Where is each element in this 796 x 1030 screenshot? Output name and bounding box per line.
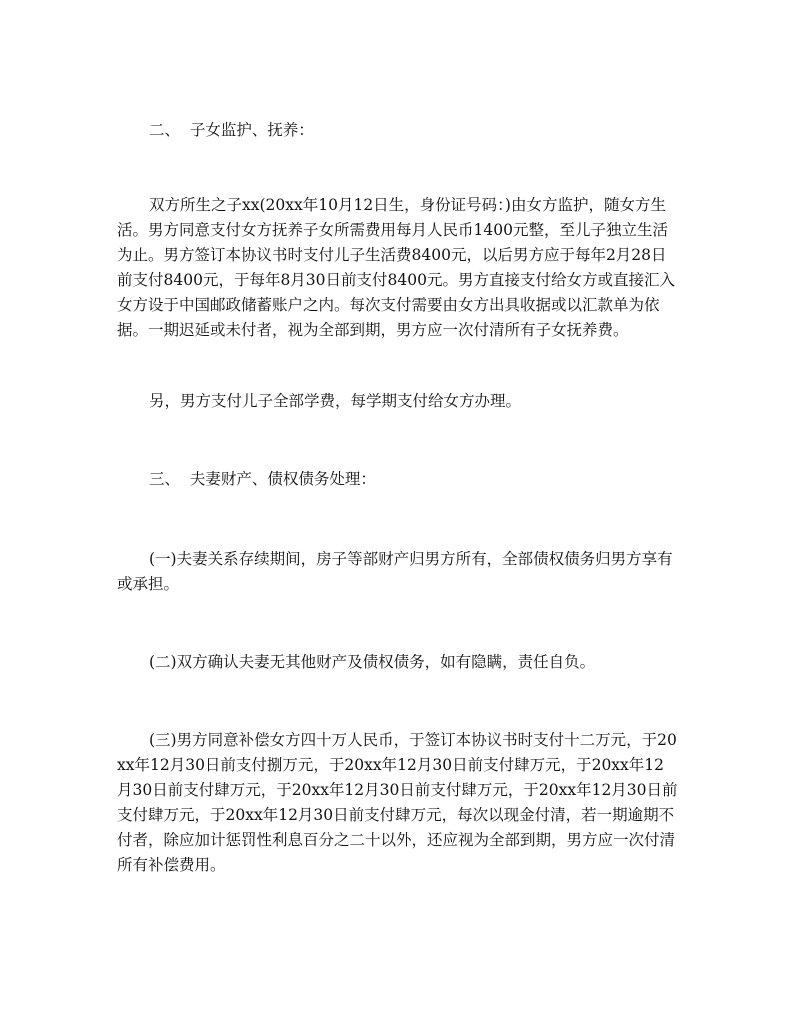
section-heading-child-custody: 二、 子女监护、抚养： xyxy=(149,121,314,139)
paragraph-tuition: 另，男方支付儿子全部学费，每学期支付给女方办理。 xyxy=(149,392,522,410)
paragraph-custody-support: 双方所生之子xx(20xx年10月12日生，身份证号码：)由女方监护，随女方生活。男方同意支付女方抚养子女所需费用每月人民币1400元整，至儿子独立生活为止。男方签订本协议书时支付儿子生活费8400元，以后男方应于每年2月28日前支付8400元，于每年8月30日前支付8400元。男方直接支付给女方或直接汇入女方设于中国邮政储蓄账户之内。每次支付需要由女方出具收据或以汇款单为依据。一期迟延或未付者，视为全部到期，男方应一次付清所有子女抚养费。 xyxy=(117,196,675,339)
section-heading-property-debts: 三、 夫妻财产、债权债务处理： xyxy=(149,470,376,488)
paragraph-property-item-2: (二)双方确认夫妻无其他财产及债权债务，如有隐瞒，责任自负。 xyxy=(149,653,596,671)
paragraph-property-item-3: (三)男方同意补偿女方四十万人民币，于签订本协议书时支付十二万元，于20xx年12月30日前支付捌万元，于20xx年12月30日前支付肆万元，于20xx年12月30日前支付肆万元，于20xx年12月30日前支付肆万元，于20xx年12月30日前支付肆万元，于20xx年12月30日前支付肆万元，每次以现金付清，若一期逾期不付者，除应加计惩罚性利息百分之二十以外，还应视为全部到期，男方应一次付清所有补偿费用。 xyxy=(117,731,678,874)
paragraph-property-item-1: (一)夫妻关系存续期间，房子等部财产归男方所有，全部债权债务归男方享有或承担。 xyxy=(117,550,673,593)
